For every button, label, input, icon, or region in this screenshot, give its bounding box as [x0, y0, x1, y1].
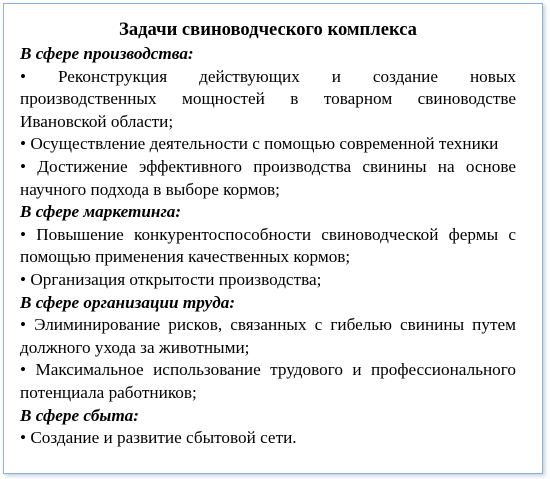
section-marketing: [20, 201, 516, 291]
slide-frame: [3, 3, 543, 474]
section-heading-sales: В сфере сбыта:: [20, 405, 140, 425]
section-heading-labor: В сфере организации труда:: [20, 292, 236, 312]
labor-item-1: • Элиминирование рисков, связанных с гибелью свинины путем должного ухода за животными;: [20, 315, 516, 357]
section-heading-production: В сфере производства:: [20, 44, 194, 63]
sales-item-1: • Создание и развитие сбытовой сети.: [20, 428, 297, 448]
production-item-3: • Достижение эффективного производства свинины на основе научного подхода в выборе кормов;: [20, 156, 516, 199]
section-sales: [20, 405, 516, 450]
section-production: [20, 43, 516, 201]
production-item-2: • Осуществление деятельности с помощью современной техники: [20, 134, 499, 154]
marketing-item-2: • Организация открытости производства;: [20, 269, 322, 289]
labor-item-2: • Максимальное использование трудового и профессионального потенциала работников;: [20, 360, 516, 402]
section-heading-marketing: В сфере маркетинга:: [20, 202, 182, 222]
section-labor: [20, 292, 516, 405]
slide-content: [20, 18, 516, 450]
slide-title: Задачи свиноводческого комплекса: [119, 19, 417, 40]
marketing-item-1: • Повышение конкурентоспособности свиноводческой фермы с помощью применения качественных кормов;: [20, 224, 516, 267]
production-item-1: • Реконструкция действующих и создание новых производственных мощностей в товарном свиноводстве Ивановской области;: [20, 66, 516, 131]
